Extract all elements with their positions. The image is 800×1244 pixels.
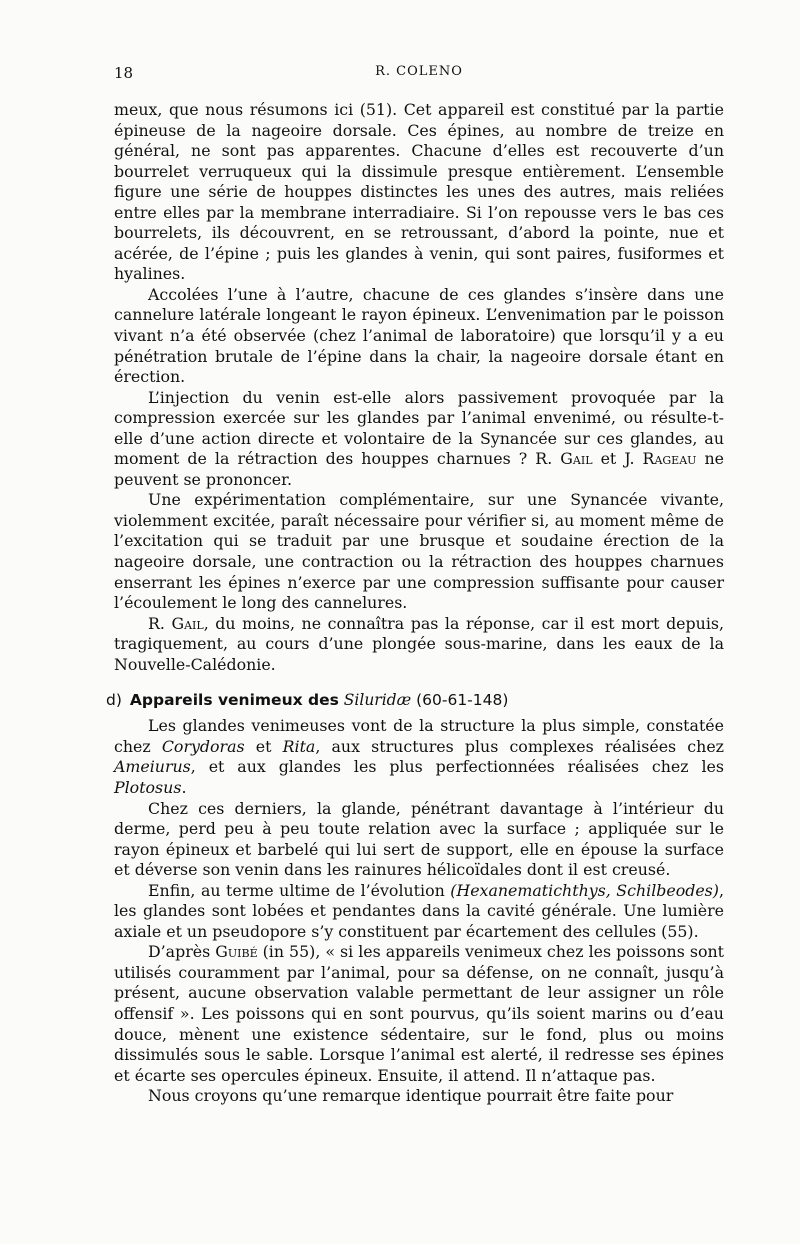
section-taxon: Siluridæ — [343, 691, 412, 710]
paragraph-guibe — [114, 942, 724, 1086]
paragraph-gail — [114, 614, 724, 676]
paragraph-continued: meux, que nous résumons ici (51). Cet appareil est constitué par la partie épineuse de la nageoire dorsale. Ces épines, au nombre de treize en général, ne sont pas apparentes. Chacune d’elles est recouverte d’un bourrelet verruqueux qui la dissimule presque entièrement. L’ensemble figure une série de houppes distinctes les unes des autres, mais reliées entre elles par la membrane interradiaire. Si l’on repousse vers le bas ces bourrelets, ils découvrent, en se retroussant, d’abord la pointe, nue et acérée, de l’épine ; puis les glandes à venin, qui sont paires, fusiformes et hyalines. — [114, 100, 724, 284]
body-text — [106, 100, 725, 1107]
taxon-corydoras: Corydoras — [161, 736, 245, 756]
author-gail: Gail — [171, 613, 204, 633]
text: , du moins, ne connaîtra pas la réponse, car il est mort depuis, tragiquement, au cours d’une plongée sous-marine, dans les eaux de la Nouvelle-Calédonie. — [114, 613, 724, 674]
author-gail: Gail — [560, 449, 593, 469]
text: . — [181, 777, 187, 797]
taxon-rita: Rita — [282, 736, 316, 756]
running-title: R. COLENO — [375, 64, 463, 79]
section-heading — [106, 690, 724, 710]
author-rageau: Rageau — [642, 449, 697, 469]
text: , les glandes sont lobées et pendantes dans la cavité générale. Une lumière axiale et un pseudopore s’y constituent par écartement des cellules (55). — [114, 880, 724, 941]
paragraph-experimentation: Une expérimentation complémentaire, sur une Synancée vivante, violemment excitée, paraît nécessaire pour vérifier si, au moment même de l’excitation qui se traduit par une brusque et soudaine érection de la nageoire dorsale, une contraction ou la rétraction des houppes charnues enserrant les épines n’exerce par une compression suffisante pour causer l’écoulement le long des cannelures. — [114, 490, 724, 613]
paragraph-injection — [114, 388, 724, 491]
text: Les glandes venimeuses vont de la structure la plus simple, constatée chez — [114, 716, 724, 756]
text: et — [244, 736, 283, 756]
text: Enfin, au terme ultime de l’évolution — [148, 880, 451, 900]
paragraph-remarque: Nous croyons qu’une remarque identique pourrait être faite pour — [148, 1086, 674, 1106]
section-title: Appareils venimeux des — [129, 691, 339, 710]
paragraph-derniers: Chez ces derniers, la glande, pénétrant davantage à l’intérieur du derme, perd peu à peu toute relation avec la surface ; appliquée sur le rayon épineux et barbelé qui lui sert de support, elle en épouse la surface et déverse son venin dans les rainures hélicoïdales dont il est creusé. — [114, 798, 724, 880]
section-number: d) — [106, 691, 122, 710]
taxon-plotosus: Plotosus — [114, 777, 182, 797]
text: D’après — [148, 942, 216, 962]
text: et J. — [592, 449, 643, 469]
text: R. — [148, 613, 172, 633]
taxon-ameiurus: Ameiurus — [114, 757, 191, 777]
running-head — [114, 64, 724, 86]
text: (in 55), « si les appareils venimeux chez les poissons sont utilisés couramment par l’animal, pour sa défense, on ne connaît, jusqu’à présent, aucune observation valable permettant de leur assigner un rôle offensif ». Les poissons qui en sont pourvus, qu’ils soient marins ou d’eau douce, mènent une existence sédentaire, sur le fond, plus ou moins dissimulés sous le sable. Lorsque l’animal est alerté, il redresse ses épines et écarte ses opercules épineux. Ensuite, il attend. Il n’attaque pas. — [114, 942, 724, 1085]
section-refs: (60-61-148) — [416, 691, 509, 710]
page-number: 18 — [114, 64, 134, 82]
author-guibe: Guibé — [215, 942, 258, 962]
paragraph-structures — [114, 716, 724, 798]
text: L’injection du venin est-elle alors passivement provoquée par la compression exercée sur les glandes par l’animal envenimé, ou résulte-t-elle d’une action directe et volontaire de la Synancée sur ces glandes, au moment de la rétraction des houppes charnues ? R. — [114, 387, 724, 469]
text: , et aux glandes les plus perfectionnées réalisées chez les — [190, 757, 724, 777]
text: ne peuvent se prononcer. — [114, 449, 725, 489]
paragraph-glandes: Accolées l’une à l’autre, chacune de ces glandes s’insère dans une cannelure latérale longeant le rayon épineux. L’envenimation par le poisson vivant n’a été observée (chez l’animal de laboratoire) que lorsqu’il y a eu pénétration brutale de l’épine dans la chair, la nageoire dorsale étant en érection. — [114, 284, 724, 387]
taxa-hexanematichthys-schilbeodes: (Hexanematichthys, Schilbeodes) — [450, 880, 719, 900]
paragraph-evolution — [114, 881, 724, 943]
text: , aux structures plus complexes réalisées chez — [315, 736, 724, 756]
